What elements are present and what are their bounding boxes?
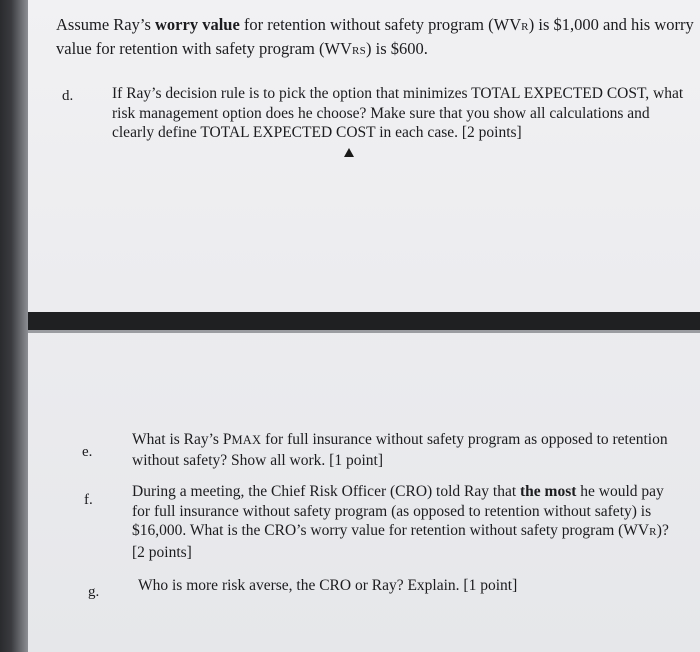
question-e-label: e.	[82, 444, 93, 460]
question-f-label: f.	[84, 492, 93, 508]
question-g-label: g.	[88, 584, 100, 600]
intro-bold-term: worry value	[155, 15, 240, 34]
intro-paragraph: Assume Ray’s worry value for retention without safety program (WVR) is $1,000 and his worry value for retention with safety program (WVRS) is $600.	[56, 15, 694, 58]
mouse-cursor-icon	[344, 148, 354, 157]
question-e-text: What is Ray’s PMAX for full insurance without safety program as opposed to retention without safety? Show all work. [1 point]	[132, 431, 668, 469]
page-divider-lip	[28, 330, 700, 333]
page-divider	[28, 312, 700, 330]
question-d-text: If Ray’s decision rule is to pick the option that minimizes TOTAL EXPECTED COST, what risk management option does he choose? Make sure that you show all calculations and clearly define TOTAL EXPECTED COST in each case. [2 points]	[112, 85, 684, 141]
question-d-label: d.	[62, 88, 74, 104]
question-g-text: Who is more risk averse, the CRO or Ray? Explain. [1 point]	[138, 577, 518, 594]
question-f-text: During a meeting, the Chief Risk Officer (CRO) told Ray that the most he would pay for full insurance without safety program (as opposed to retention without safety) is $16,000. What is the CRO’s worry value for retention without safety program (WVR)? [2 points]	[132, 483, 669, 561]
page-left-edge	[0, 0, 28, 652]
